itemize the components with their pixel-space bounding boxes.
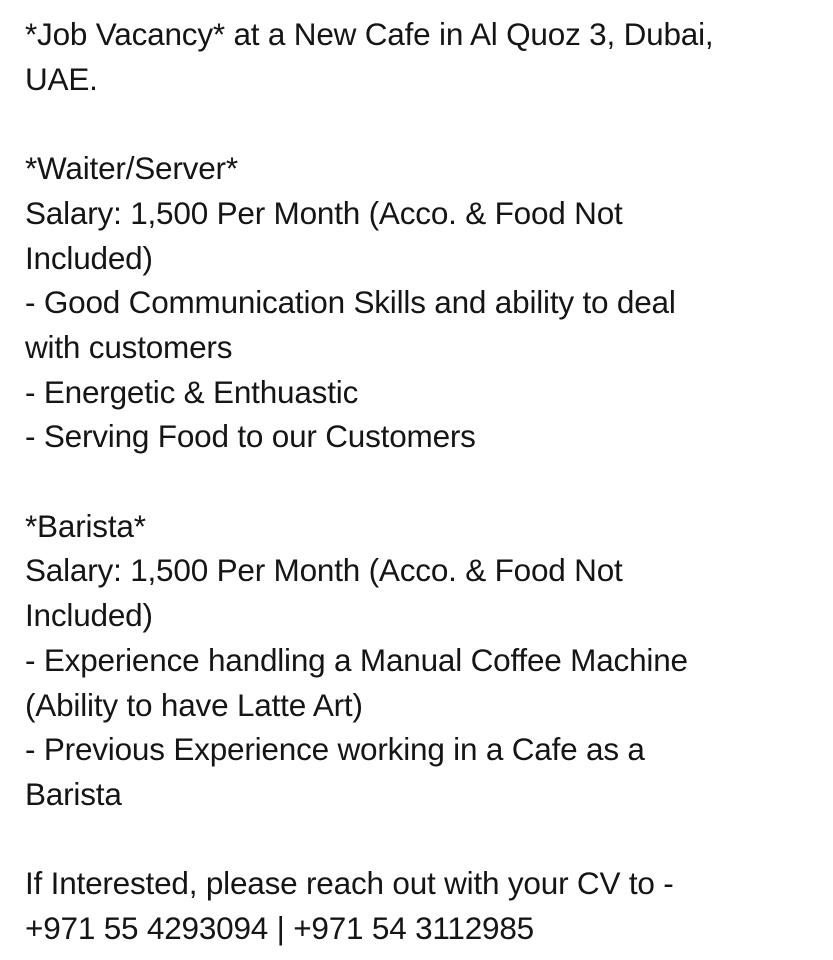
- barista-requirement-2-line-1: - Previous Experience working in a Cafe as a: [25, 731, 645, 768]
- header-section: [25, 12, 813, 101]
- waiter-requirement-2: - Energetic & Enthuastic: [25, 373, 359, 410]
- contact-section: [25, 861, 813, 950]
- spacer: [25, 817, 813, 862]
- waiter-section: [25, 146, 813, 459]
- barista-salary-line-2: Included): [25, 597, 153, 634]
- barista-requirement-1-line-2: (Ability to have Latte Art): [25, 686, 363, 723]
- waiter-requirement-3: - Serving Food to our Customers: [25, 418, 476, 455]
- barista-requirement-2-line-2: Barista: [25, 775, 122, 812]
- headline-line-2: UAE.: [25, 60, 98, 97]
- contact-line-1: If Interested, please reach out with your CV to -: [25, 865, 674, 902]
- contact-phone-numbers: +971 55 4293094 | +971 54 3112985: [25, 910, 534, 947]
- barista-salary-line-1: Salary: 1,500 Per Month (Acco. & Food Not: [25, 552, 623, 589]
- barista-section: [25, 504, 813, 817]
- barista-requirement-1-line-1: - Experience handling a Manual Coffee Machine: [25, 641, 688, 678]
- spacer: [25, 459, 813, 504]
- waiter-salary-line-1: Salary: 1,500 Per Month (Acco. & Food Not: [25, 194, 623, 231]
- headline-line-1: *Job Vacancy* at a New Cafe in Al Quoz 3, Dubai,: [25, 16, 714, 52]
- waiter-requirement-1-line-2: with customers: [25, 328, 233, 365]
- spacer: [25, 101, 813, 146]
- waiter-requirement-1-line-1: - Good Communication Skills and ability to deal: [25, 284, 676, 321]
- barista-title: *Barista*: [25, 507, 146, 544]
- waiter-title: *Waiter/Server*: [25, 150, 238, 187]
- waiter-salary-line-2: Included): [25, 239, 153, 276]
